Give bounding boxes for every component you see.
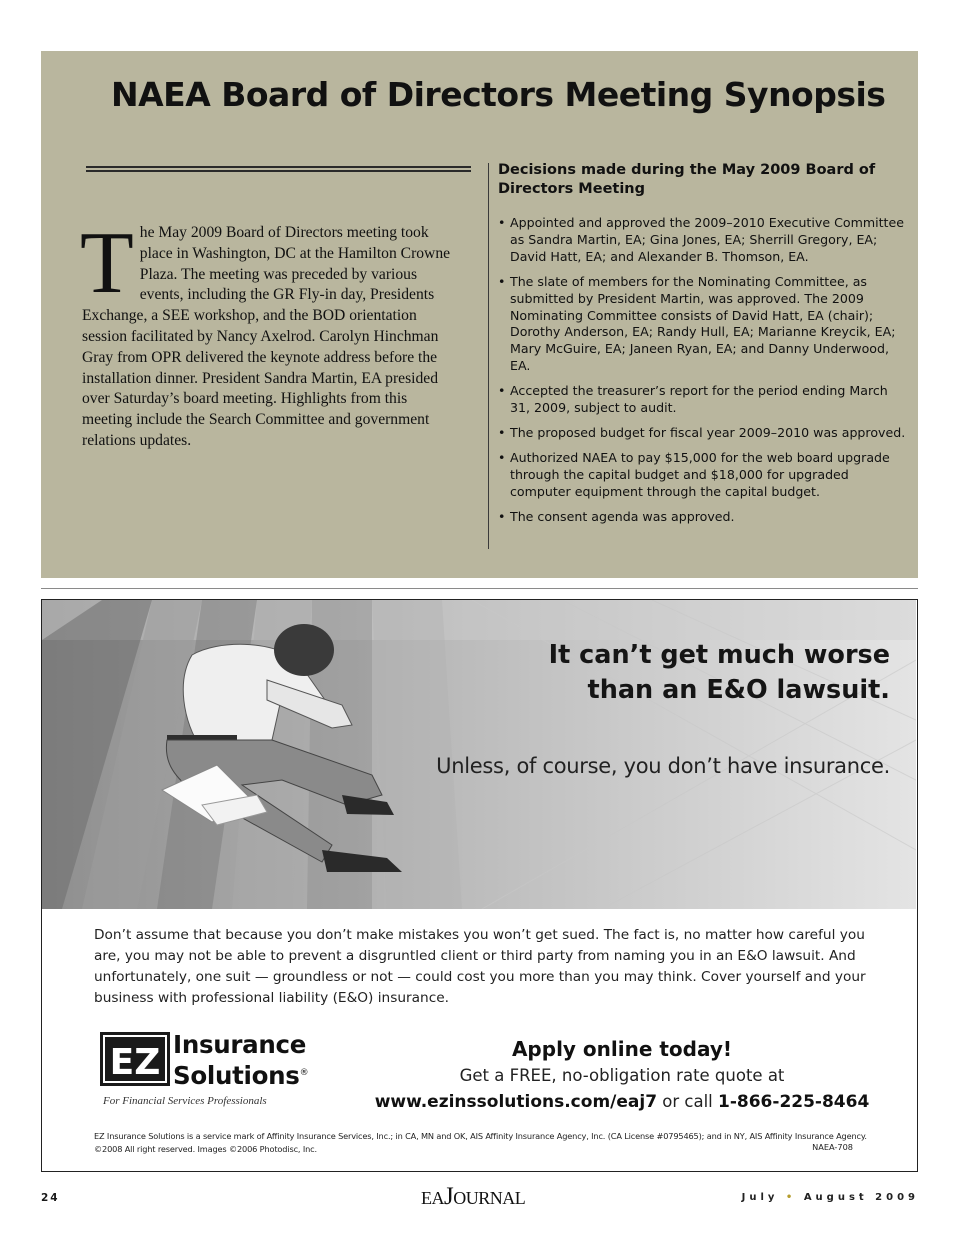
bullet-icon: • <box>498 215 506 230</box>
registered-mark: ® <box>299 1068 309 1078</box>
page-title: NAEA Board of Directors Meeting Synopsis <box>111 75 886 114</box>
page-number: 24 <box>41 1192 60 1204</box>
synopsis-panel <box>41 51 918 578</box>
bullet-icon: • <box>498 424 506 440</box>
separator-dot-icon: • <box>785 1192 797 1203</box>
website-link[interactable]: www.ezinssolutions.com/eaj7 <box>374 1092 658 1112</box>
bullet-icon: • <box>498 383 506 399</box>
list-item: • Accepted the treasurer’s report for the period ending March 31, 2009, subject to audit. <box>498 383 888 416</box>
ad-code: NAEA-708 <box>812 1142 853 1152</box>
ad-body-text: Don’t assume that because you don’t make mistakes you won’t get sued. The fact is, no matter how careful you are, you may not be able to prevent a disgruntled client or third party from naming you in an E&O lawsuit. And unfortunately, one suit — groundless or not — could cost you more than you may think. Cover yourself and your business with professional liability (E&O) insurance. <box>94 927 866 1006</box>
ad-subhead: Unless, of course, you don’t have insurance. <box>436 754 890 778</box>
logo-tagline: For Financial Services Professionals <box>103 1095 267 1107</box>
bullet-icon: • <box>498 508 506 524</box>
ad-headline: It can’t get much worse than an E&O lawsuit. <box>548 640 890 705</box>
lede-paragraph <box>80 215 457 452</box>
lede-text: he May 2009 Board of Directors meeting took place in Washington, DC at the Hamilton Crowne Plaza. The meeting was preceded by various events, including the GR Fly-in day, Presidents Exchange, a SEE workshop, and the BOD orientation session facilitated by Nancy Axelrod. Carolyn Hinchman Gray from OPR delivered the keynote address before the installation dinner. President Sandra Martin, EA presided over Saturday’s board meeting. Highlights from this meeting include the Search Committee and government relations updates. <box>82 224 451 449</box>
column-divider <box>488 163 489 549</box>
phone-number[interactable]: 1-866-225-8464 <box>718 1092 870 1112</box>
logo-wordmark: Insurance Solutions® <box>173 1030 309 1091</box>
ad-fineprint: EZ Insurance Solutions is a service mark of Affinity Insurance Services, Inc.; in CA, MN and OK, AIS Affinity Insurance Agency, Inc. (CA License #0795465); and in NY, AIS Affinity Insurance Agency. ©2008 All right reserved. Images ©2006 Photodisc, Inc. <box>94 1131 867 1154</box>
list-item: • Appointed and approved the 2009–2010 Executive Committee as Sandra Martin, EA; Gina Jones, EA; Sherrill Gregory, EA; David Hatt, EA; and Alexander B. Thomson, EA. <box>498 215 904 264</box>
svg-text:EZ: EZ <box>109 1042 161 1083</box>
decisions-column <box>498 161 908 534</box>
apply-contact: www.ezinssolutions.com/eaj7 or call 1-866-225-8464 <box>374 1092 870 1112</box>
issue-date: July • August 2009 <box>741 1192 919 1203</box>
list-item: • The proposed budget for fiscal year 2009–2010 was approved. <box>498 424 906 440</box>
apply-subtitle: Get a FREE, no-obligation rate quote at <box>459 1066 785 1085</box>
list-item: • Authorized NAEA to pay $15,000 for the web board upgrade through the capital budget and $18,000 for upgraded computer equipment through the capital budget. <box>498 449 890 499</box>
journal-logo: EAJOURNAL <box>421 1183 526 1210</box>
list-item: • The consent agenda was approved. <box>498 508 735 524</box>
decisions-heading: Decisions made during the May 2009 Board of Directors Meeting <box>498 162 876 197</box>
bullet-icon: • <box>498 273 506 289</box>
apply-title: Apply online today! <box>511 1037 733 1061</box>
list-item: • The slate of members for the Nominating Committee, as submitted by President Martin, was approved. The 2009 Nominating Committee consists of David Hatt, EA (chair); Dorothy Anderson, EA; Randy Hull, EA; Marianne Kreycik, EA; Mary McGuire, EA; Janeen Ryan, EA; and Danny Underwood, EA. <box>498 273 896 374</box>
drop-cap: T <box>80 215 134 312</box>
insurance-advertisement <box>41 599 918 1172</box>
bullet-icon: • <box>498 449 506 465</box>
ez-logo-icon <box>100 1032 170 1086</box>
double-rule-divider <box>86 166 471 172</box>
stairs-photo <box>42 600 916 909</box>
section-rule <box>41 588 918 589</box>
decisions-list <box>498 215 908 526</box>
apply-block <box>352 1035 892 1115</box>
